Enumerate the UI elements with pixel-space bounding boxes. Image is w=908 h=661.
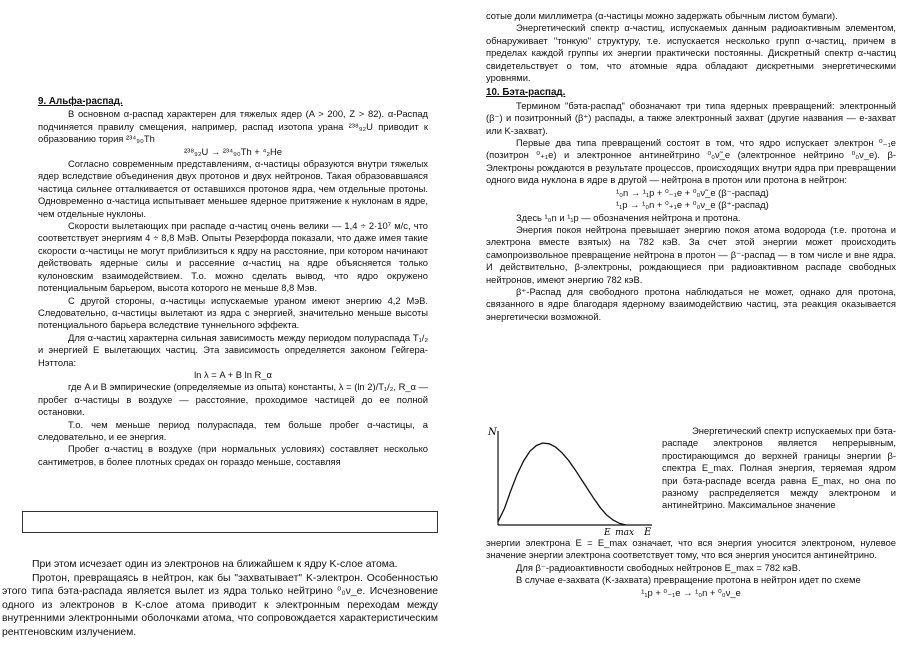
x-axis-label: E	[644, 527, 652, 537]
right-column	[486, 10, 896, 323]
paragraph: В основном α-распад характерен для тяжелых ядер (A > 200, Z > 82). α-Распад подчиняется правилу смещения, например, распад изотопа урана ²³⁸₉₂U приводит к образованию тория ²³⁴₉₀Th	[38, 108, 428, 145]
paragraph: Скорости вылетающих при распаде α-частиц очень велики — 1,4 ÷ 2·10⁷ м/с, что соответствует энергиям 4 ÷ 8,8 МэВ. Опыты Резерфорда показали, что даже имея такие скорости α-частицы не могут приблизиться к ядру на расстояние, при котором начинают действовать ядерные силы и рассеяние α-частиц на ядре объясняется только кулоновским взаимодействием. Т.о. можно сделать вывод, что ядро окружено потенциальным барьером, высота которого не меньше 8,8 Мэв.	[38, 220, 428, 294]
x-tick-label: E_max	[604, 528, 635, 537]
paragraph: Для β⁻-радиоактивности свободных нейтронов E_max = 782 кэВ.	[516, 561, 801, 573]
equation: ln λ = A + B ln R_α	[194, 368, 272, 380]
left-column	[38, 96, 428, 468]
paragraph: энергии электрона E = E_max означает, что вся энергия уносится электроном, нулевое значение энергии электрона соответствует тому, что вся энергия уносится антинейтрино.	[486, 537, 896, 561]
paragraph: сотые доли миллиметра (α-частицы можно задержать обычным листом бумаги).	[486, 10, 838, 21]
equation: ²³⁸₉₂U → ²³⁴₉₀Th + ⁴₂He	[183, 145, 283, 157]
equation: ¹₁p + ⁰₋₁e → ¹₀n + ⁰₀ν_e	[641, 586, 741, 598]
section-heading-beta: 10. Бэта-распад.	[486, 87, 566, 99]
bottom-left-text	[2, 558, 438, 640]
paragraph: Энергетический спектр испускаемых при бэта-распаде электронов является непрерывным, простирающимся до верхней границы энергии β-спектра E_max. Полная энергия, теряемая ядром при бэта-распаде всегда равна E_max, но она по разному распределяется между электроном и антинейтрино. Максимальное значение	[662, 425, 896, 511]
y-axis-label: N	[488, 427, 497, 438]
paragraph: где A и B эмпирические (определяемые из опыта) константы, λ = (ln 2)/T₁/₂, R_α — пробег α-частицы в воздухе — расстояние, проходимое частицей до ее полной остановки.	[38, 381, 428, 418]
beta-spectrum-chart	[486, 425, 658, 537]
paragraph: Для α-частиц характерна сильная зависимость между периодом полураспада T₁/₂ и энергией E вылетающих частиц. Эта зависимость определяется законом Гейгера-Нэттола:	[38, 331, 428, 368]
paragraph: В случае e-захвата (K-захвата) превращение протона в нейтрон идет по схеме	[516, 574, 861, 586]
paragraph: Термином "бэта-распад" обозначают три типа ядерных превращений: электронный (β⁻) и позитронный (β⁺) распады, а также электронный захват (другие названия — e-захват или K-захват).	[486, 99, 896, 136]
paragraph: При этом исчезает один из электронов на ближайшем к ядру K-слое атома.	[32, 559, 398, 570]
right-column-continuation	[486, 537, 896, 599]
section-heading-alpha: 9. Альфа-распад.	[38, 96, 123, 107]
paragraph: Здесь ¹₀n и ¹₁p — обозначения нейтрона и протона.	[516, 211, 741, 223]
paragraph: β⁺-Распад для свободного протона наблюдаться не может, однако для протона, связанного в ядре благодаря ядерному взаимодействию частиц, эта реакция оказывается энергетически возможной.	[486, 285, 896, 322]
paragraph: Энергия покоя нейтрона превышает энергию покоя атома водорода (т.е. протона и электрона вместе взятых) на 782 кэВ. За счет этой энергии может происходить самопроизвольное превращение нейтрона в протон — β⁻-распад — в том числе и вне ядра. И действительно, β-электроны, рождающиеся при радиоактивном распаде свободных нейтронов, имеют энергию 782 кэВ.	[486, 223, 896, 285]
paragraph: С другой стороны, α-частицы испускаемые ураном имеют энергию 4,2 МэВ. Следовательно, α-частицы вылетают из ядра с энергией, значительно меньше высоты потенциального барьера вследствие туннельного эффекта.	[38, 294, 428, 331]
paragraph: Согласно современным представлениям, α-частицы образуются внутри тяжелых ядер вследствие объединения двух протонов и двух нейтронов. Такая образовавшаяся частица сильнее отталкивается от оставшихся протонов ядра, чем отдельные протоны. Одновременно α-частица испытывает меньшее ядерное притяжение к нуклонам в ядре, чем отдельные нуклоны.	[38, 158, 428, 219]
paragraph: Энергетический спектр α-частиц, испускаемых данным радиоактивным элементом, обнаруживает "тонкую" структуру, т.е. испускается несколько групп α-частиц, причем в пределах каждой группы их энергии практически постоянны. Дискретный спектр α-частиц свидетельствует о том, что атомные ядра обладают дискретными энергетическими уровнями.	[486, 22, 896, 84]
equation: ¹₀n → ¹₁p + ⁰₋₁e + ⁰₀ν̃_e (β⁻-распад)	[616, 186, 769, 198]
paragraph: Первые два типа превращений состоят в том, что ядро испускает электрон ⁰₋₁e (позитрон ⁰₊₁e) и электронное антинейтрино ⁰₀ν̃_e (электронное нейтрино ⁰₀ν_e). β-Электроны рождаются в результате процессов, происходящих внутри ядра при превращении одного вида нуклона в ядре в другой — нейтрона в протон или протона в нейтрон:	[486, 137, 896, 186]
beta-spectrum-figure	[486, 425, 658, 537]
spectrum-curve	[498, 443, 626, 525]
paragraph: Протон, превращаясь в нейтрон, как бы "захватывает" K-электрон. Особенностью этого типа бэта-распада является вылет из ядра только нейтрино ⁰₀ν_e. Исчезновение одного из электронов в K-слое атома приводит к электронным переходам между внутренними электронными оболочками атома, что сопровождается характеристическим рентгеновским излучением.	[2, 572, 438, 638]
empty-box	[22, 511, 438, 533]
paragraph: Т.о. чем меньше период полураспада, тем больше пробег α-частицы, а следовательно, и ее энергия.	[38, 418, 428, 442]
paragraph: Пробег α-частиц в воздухе (при нормальных условиях) составляет несколько сантиметров, в более плотных средах он гораздо меньше, составляя	[38, 443, 428, 467]
equation: ¹₁p → ¹₀n + ⁰₊₁e + ⁰₀ν_e (β⁺-распад)	[616, 199, 769, 211]
figure-description	[662, 425, 896, 512]
